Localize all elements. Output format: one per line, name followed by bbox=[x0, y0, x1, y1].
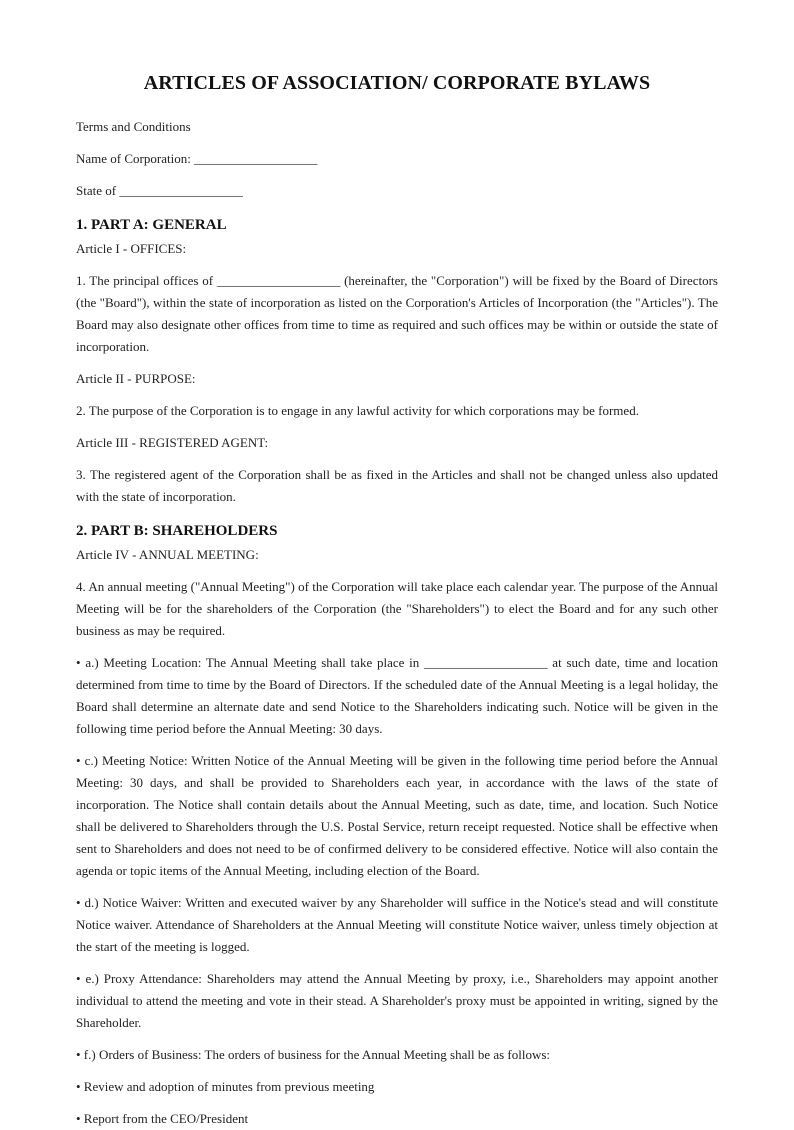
terms-and-conditions-label: Terms and Conditions bbox=[76, 119, 191, 134]
article-2-text: 2. The purpose of the Corporation is to engage in any lawful activity for which corporations may be formed. bbox=[76, 403, 639, 418]
part-a-heading: 1. PART A: GENERAL bbox=[76, 217, 227, 233]
list-item-ceo-report: • Report from the CEO/President bbox=[76, 1111, 249, 1126]
state-field: State of ___________________ bbox=[76, 183, 243, 198]
list-item-proxy-attendance: • e.) Proxy Attendance: Shareholders may attend the Annual Meeting by proxy, i.e., Shareholders may appoint another individual to attend the meeting and vote in their stead. A Shareholder's proxy must be appointed in writing, signed by the Shareholder. bbox=[76, 971, 718, 1030]
article-2-title: Article II - PURPOSE: bbox=[76, 371, 196, 386]
article-4-text: 4. An annual meeting ("Annual Meeting") of the Corporation will take place each calendar year. The purpose of the Annual Meeting will be for the shareholders of the Corporation (the "Shareholders") to elect the Board and for any such other business as may be required. bbox=[76, 579, 718, 638]
document-page bbox=[76, 0, 718, 1130]
corporation-name-field: Name of Corporation: ___________________ bbox=[76, 151, 318, 166]
article-1-title: Article I - OFFICES: bbox=[76, 241, 187, 256]
list-item-review-minutes: • Review and adoption of minutes from previous meeting bbox=[76, 1079, 375, 1094]
article-1-text: 1. The principal offices of ___________________ (hereinafter, the "Corporation") will be fixed by the Board of Directors (the "Board"), within the state of incorporation as listed on the Corporation's Articles of Incorporation (the "Articles"). The Board may also designate other offices from time to time as required and such offices may be within or outside the state of incorporation. bbox=[76, 273, 718, 354]
list-item-notice-waiver: • d.) Notice Waiver: Written and executed waiver by any Shareholder will suffice in the Notice's stead and will constitute Notice waiver. Attendance of Shareholders at the Annual Meeting will constitute Notice waiver, unless timely objection at the start of the meeting is logged. bbox=[76, 895, 718, 954]
article-4-title: Article IV - ANNUAL MEETING: bbox=[76, 547, 259, 562]
article-3-text: 3. The registered agent of the Corporation shall be as fixed in the Articles and shall not be changed unless also updated with the state of incorporation. bbox=[76, 467, 718, 504]
article-3-title: Article III - REGISTERED AGENT: bbox=[76, 435, 269, 450]
document-title: ARTICLES OF ASSOCIATION/ CORPORATE BYLAWS bbox=[143, 72, 651, 94]
part-b-heading: 2. PART B: SHAREHOLDERS bbox=[76, 523, 278, 539]
list-item-orders-of-business: • f.) Orders of Business: The orders of business for the Annual Meeting shall be as follows: bbox=[76, 1047, 551, 1062]
list-item-meeting-notice: • c.) Meeting Notice: Written Notice of the Annual Meeting will be given in the following time period before the Annual Meeting: 30 days, and shall be provided to Shareholders each year, in accordance with the laws of the state of incorporation. The Notice shall contain details about the Annual Meeting, such as date, time, and location. Such Notice shall be delivered to Shareholders through the U.S. Postal Service, return receipt requested. Notice shall be effective when sent to Shareholders and does not need to be of confirmed delivery to be considered effective. Notice will also contain the agenda or topic items of the Annual Meeting, including election of the Board. bbox=[76, 753, 718, 878]
list-item-meeting-location: • a.) Meeting Location: The Annual Meeting shall take place in ___________________ at such date, time and location determined from time to time by the Board of Directors. If the scheduled date of the Annual Meeting is a legal holiday, the Board shall determine an alternate date and send Notice to the Shareholders indicating such. Notice will be given in the following time period before the Annual Meeting: 30 days. bbox=[76, 655, 718, 736]
